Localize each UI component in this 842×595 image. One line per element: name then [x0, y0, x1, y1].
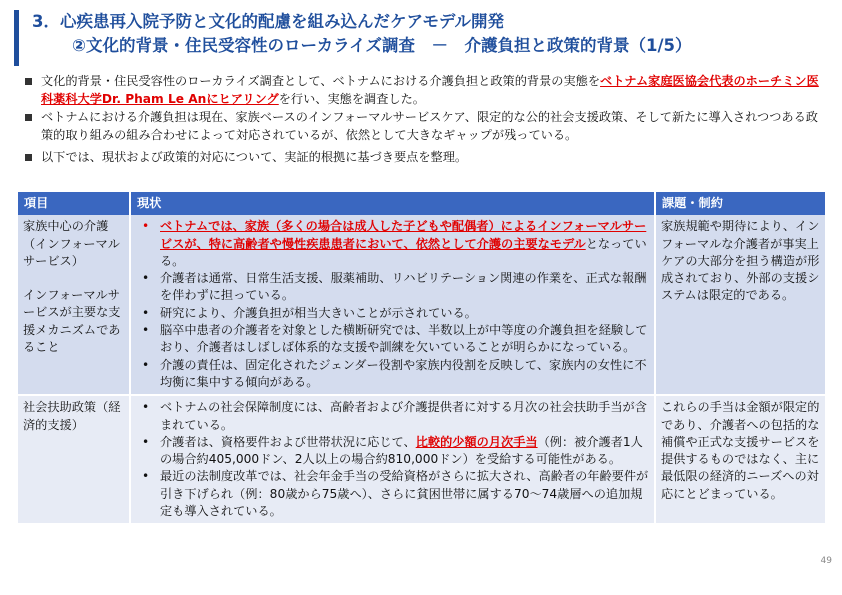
highlight-text: ベトナム家庭医協会代表のホーチミン医科薬科大学Dr. Pham Le Anにヒアリング: [41, 74, 819, 106]
cell-item: 家族中心の介護（インフォーマルサービス） インフォーマルサービスが主要な支援メカニズムであること: [18, 215, 130, 395]
table-row: [18, 215, 826, 395]
list-item: • 介護者は、資格要件および世帯状況に応じて、比較的少額の月次手当（例：被介護者1人の場合約405,000ドン、2人以上の場合約810,000ドン）を受給する可能性がある。: [136, 434, 649, 469]
cell-issue: 家族規範や期待により、インフォーマルな介護者が事実上ケアの大部分を担う構造が形成されており、外部の支援システムは限定的である。: [655, 215, 826, 395]
cell-item: 社会扶助政策（経済的支援）: [18, 395, 130, 524]
list-item: • 介護者は通常、日常生活支援、服薬補助、リハビリテーション関連の作業を、正式な報酬を伴わずに担っている。: [136, 270, 649, 305]
intro-bullet: 文化的背景・住民受容性のローカライズ調査として、ベトナムにおける介護負担と政策的背景の実態をベトナム家庭医協会代表のホーチミン医科薬科大学Dr. Pham Le Anにヒアリングを行い、実態を調査した。: [22, 72, 822, 108]
cell-issue: これらの手当は金額が限定的であり、介護者への包括的な補償や正式な支援サービスを提供するものではなく、主に最低限の経済的ニーズへの対応にとどまっている。: [655, 395, 826, 524]
square-bullet-icon: [25, 154, 32, 161]
list-item: • 脳卒中患者の介護者を対象とした横断研究では、半数以上が中等度の介護負担を経験しており、介護者はしばしば体系的な支援や訓練を欠いていることが明らかになっている。: [136, 322, 649, 357]
header-item: 項目: [18, 192, 130, 215]
summary-table: [18, 192, 827, 525]
cell-status: [130, 215, 655, 395]
list-item: • 研究により、介護負担が相当大きいことが示されている。: [136, 305, 649, 322]
highlight-text: 比較的少額の月次手当: [415, 434, 538, 449]
page-number: 49: [820, 556, 832, 566]
cell-status: [130, 395, 655, 524]
page-title-line2: ②文化的背景・住民受容性のローカライズ調査 － 介護負担と政策的背景（1/5）: [72, 36, 692, 55]
title-accent-bar: [14, 10, 19, 66]
table-row: [18, 395, 826, 524]
page-title: [32, 10, 832, 58]
intro-bullet: ベトナムにおける介護負担は現在、家族ベースのインフォーマルサービスケア、限定的な公的社会支援政策、そして新たに導入されつつある政策的取り組みの組み合わせによって対応されているが、依然として大きなギャップが残っている。: [22, 108, 822, 144]
header-issues: 課題・制約: [655, 192, 826, 215]
list-item: • 介護の責任は、固定化されたジェンダー役割や家族内役割を反映して、家族内の女性に不均衡に集中する傾向がある。: [136, 357, 649, 392]
square-bullet-icon: [25, 78, 32, 85]
table-header-row: [18, 192, 826, 215]
header-status: 現状: [130, 192, 655, 215]
highlight-text: ベトナムでは、家族（多くの場合は成人した子どもや配偶者）によるインフォーマルサービスが、特に高齢者や慢性疾患患者において、依然として介護の主要なモデル: [160, 219, 647, 251]
intro-bullets: [22, 72, 822, 166]
page-title-line1: 3．心疾患再入院予防と文化的配慮を組み込んだケアモデル開発: [32, 12, 504, 31]
intro-bullet: 以下では、現状および政策的対応について、実証的根拠に基づき要点を整理。: [22, 148, 822, 166]
list-item: • ベトナムでは、家族（多くの場合は成人した子どもや配偶者）によるインフォーマルサービスが、特に高齢者や慢性疾患患者において、依然として介護の主要なモデルとなっている。: [136, 218, 649, 270]
list-item: • 最近の法制度改革では、社会年金手当の受給資格がさらに拡大され、高齢者の年齢要件が引き下げられ（例：80歳から75歳へ）、さらに貧困世帯に属する70～74歳層への追加規定も導入されている。: [136, 468, 649, 520]
list-item: • ベトナムの社会保障制度には、高齢者および介護提供者に対する月次の社会扶助手当が含まれている。: [136, 399, 649, 434]
square-bullet-icon: [25, 114, 32, 121]
